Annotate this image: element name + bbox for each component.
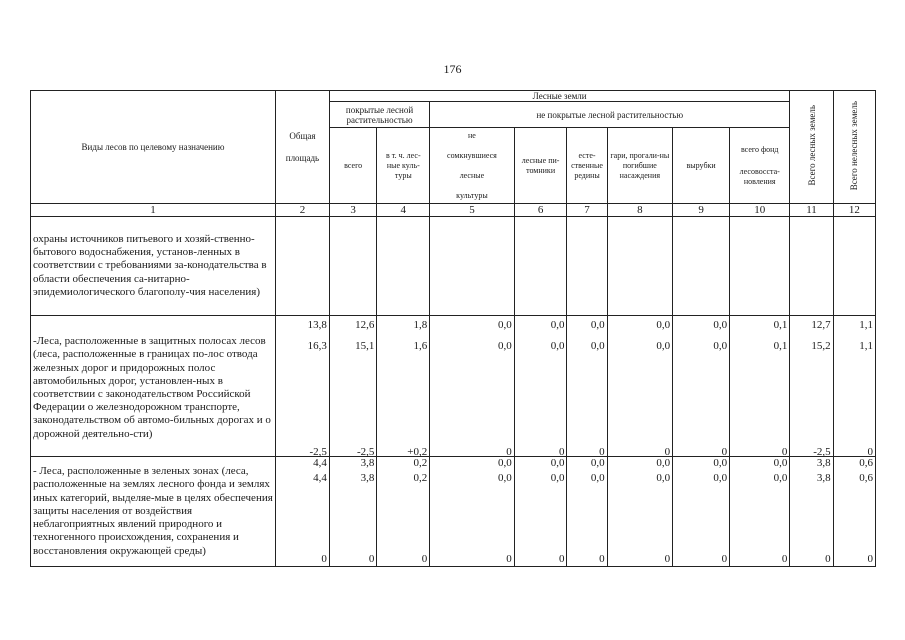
value-2012: 1,1 [859,340,873,352]
column-number: 11 [790,204,833,217]
value-2022: 0,2 [413,457,428,469]
value-cell [567,316,607,457]
header-nurseries: лесные пи-томники [514,128,567,204]
forest-table [30,90,876,567]
value-2022: 12,6 [355,319,375,331]
value-2022: 0,0 [713,457,728,469]
value-2022: 12,7 [811,319,831,331]
value-cell [377,316,430,457]
value-cell [430,457,514,567]
value-cell [430,316,514,457]
value-2022: 3,8 [360,457,375,469]
value-change: -2,5 [813,446,831,458]
column-number: 12 [833,204,875,217]
value-2012: 15,1 [355,340,375,352]
value-cell [567,457,607,567]
value-2012: 0,0 [550,340,565,352]
value-cell [377,457,430,567]
value-2022: 0,0 [773,457,788,469]
value-2012: 0,0 [590,472,605,484]
value-2012: 0,0 [550,472,565,484]
empty-cell [329,217,377,316]
empty-cell [607,217,672,316]
value-cell [673,457,730,567]
value-2022: 0,0 [497,457,512,469]
page-number: 176 [443,62,462,76]
value-2022: 0,0 [590,319,605,331]
empty-cell [276,217,330,316]
value-change: 0 [421,553,428,565]
header-all: всего [329,128,377,204]
value-cell [607,316,672,457]
column-number: 7 [567,204,607,217]
value-2012: 0,1 [773,340,788,352]
value-2022: 0,0 [550,457,565,469]
header-forest-types: Виды лесов по целевому назначению [31,91,276,204]
value-2012: 16,3 [307,340,327,352]
value-2022: 13,8 [307,319,327,331]
empty-cell [790,217,833,316]
value-change: 0 [506,553,512,565]
value-2022: 0,0 [713,319,728,331]
value-change: 0 [781,446,788,458]
value-2012: 0,0 [773,472,788,484]
value-change: 0 [321,553,327,565]
value-cell [607,457,672,567]
value-change: 0 [506,446,512,458]
value-change: +0,2 [407,446,428,458]
value-cell [329,316,377,457]
value-change: 0 [721,446,728,458]
empty-cell [514,217,567,316]
value-2012: 0,6 [859,472,873,484]
value-change: 0 [599,553,605,565]
value-cell [790,316,833,457]
value-change: -2,5 [356,446,375,458]
value-2012: 0,0 [497,340,512,352]
value-2022: 0,0 [656,457,671,469]
header-total-nonforest: Всего нелесных земель [833,91,875,204]
value-2022: 0,0 [497,319,512,331]
value-2022: 1,1 [859,319,873,331]
value-change: 0 [781,553,788,565]
value-cell [276,457,330,567]
column-number: 4 [377,204,430,217]
value-change: 0 [867,553,873,565]
column-number: 6 [514,204,567,217]
empty-cell [377,217,430,316]
table-row [31,457,876,567]
value-2022: 3,8 [816,457,831,469]
row-description: - Леса, расположенные в зеленых зонах (леса, расположенные на землях лесного фонда и землях иных категорий, выделяе-мые в целях обеспечения защиты населения от воздействия неблагоприятных явлений природного и техногенного происхождения, сохранения и восстановления окружающей среды) [31,457,276,567]
column-number: 3 [329,204,377,217]
value-2012: 3,8 [360,472,375,484]
header-incl-cultures: в т. ч. лес-ные куль-туры [377,128,430,204]
row-description: охраны источников питьевого и хозяй-ственно-бытового водоснабжения, установ-ленных в соответствии с требованиями за-конодательства в области обеспечения са-нитарно-эпидемиологического благополу-чия населения) [31,217,276,316]
value-2012: 0,0 [656,472,671,484]
value-change: 0 [368,553,375,565]
value-2012: 0,0 [590,340,605,352]
column-number: 1 [31,204,276,217]
value-change: 0 [558,446,565,458]
value-2022: 0,1 [773,319,788,331]
value-2012: 0,0 [497,472,512,484]
value-change: 0 [867,446,873,458]
value-change: 0 [664,446,671,458]
value-cell [514,457,567,567]
column-number: 8 [607,204,672,217]
value-cell [514,316,567,457]
value-2012: 3,8 [816,472,831,484]
row-description: -Леса, расположенные в защитных полосах лесов (леса, расположенные в границах по-лос отвода железных дорог и придорожных полос автомобильных дорог, установлен-ных в соответствии с законодательством Российской Федерации о железнодорожном транспорте, законодательством об автомо-бильных дорогах и о дорожной деятельно-сти) [31,316,276,457]
value-change: 0 [664,553,671,565]
header-total-area: Общая площадь [276,91,330,204]
value-change: 0 [599,446,605,458]
header-unclosed-cultures: не сомкнувшиеся лесные культуры [430,128,514,204]
value-2012: 0,0 [713,472,728,484]
value-2022: 0,0 [550,319,565,331]
value-2022: 0,0 [656,319,671,331]
value-cell [730,316,790,457]
empty-cell [567,217,607,316]
column-number: 5 [430,204,514,217]
value-change: -2,5 [309,446,327,458]
empty-cell [730,217,790,316]
value-cell [329,457,377,567]
column-number: 10 [730,204,790,217]
table-row [31,217,876,316]
value-change: 0 [721,553,728,565]
header-covered: покрытые лесной растительностью [329,102,429,128]
header-reforestation: всего фонд лесовосста-новления [730,128,790,204]
value-2022: 0,0 [590,457,605,469]
header-cuttings: вырубки [673,128,730,204]
empty-cell [430,217,514,316]
table-row [31,316,876,457]
column-number: 2 [276,204,330,217]
header-forest-lands: Лесные земли [329,91,789,102]
header-burnt: гари, прогали-ны погибшие насаждения [607,128,672,204]
value-cell [276,316,330,457]
value-cell [833,316,875,457]
column-numbers-row [31,204,876,217]
value-2012: 4,4 [313,472,327,484]
empty-cell [673,217,730,316]
value-cell [730,457,790,567]
value-2022: 1,8 [413,319,428,331]
value-cell [833,457,875,567]
value-cell [790,457,833,567]
value-cell [673,316,730,457]
value-change: 0 [825,553,831,565]
value-2022: 0,6 [859,457,873,469]
value-2012: 0,0 [713,340,728,352]
value-2012: 15,2 [811,340,831,352]
header-total-forest: Всего лесных земель [790,91,833,204]
column-number: 9 [673,204,730,217]
value-2022: 4,4 [313,457,327,469]
value-2012: 1,6 [413,340,428,352]
value-2012: 0,0 [656,340,671,352]
value-2012: 0,2 [413,472,428,484]
header-glades: есте-ственные редины [567,128,607,204]
value-change: 0 [558,553,565,565]
empty-cell [833,217,875,316]
header-not-covered: не покрытые лесной растительностью [430,102,790,128]
